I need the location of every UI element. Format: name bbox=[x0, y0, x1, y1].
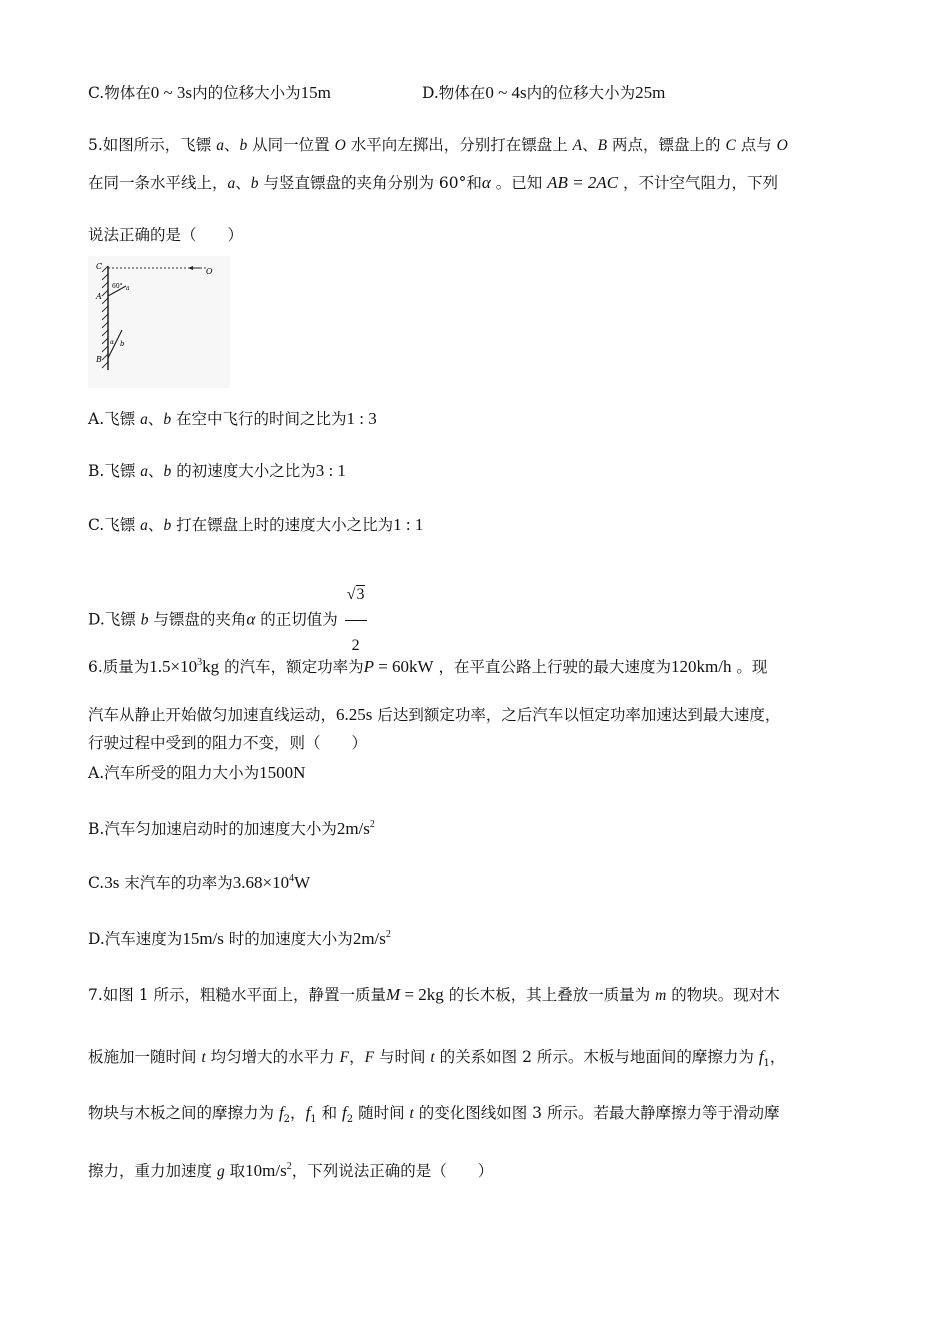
launch-arrowhead bbox=[188, 266, 193, 270]
q7-stem-line2: 板施加一随时间 t 均匀增大的水平力 F，F 与时间 t 的关系如图 2 所示。木板与地面间的摩擦力为 $f_1$， bbox=[88, 1047, 786, 1069]
q6-option-a: A.汽车所受的阻力大小为1500N bbox=[88, 763, 306, 782]
label-c: C bbox=[96, 262, 103, 271]
label-a: A bbox=[96, 292, 102, 301]
q6-option-b: B.汽车匀加速启动时的加速度大小为$2m/s^2$ bbox=[88, 819, 375, 838]
q6-stem-line2: 汽车从静止开始做匀加速直线运动，6.25s 后达到额定功率，之后汽车以恒定功率加速达到最大速度， bbox=[88, 705, 781, 724]
label-b-dart: b bbox=[120, 340, 125, 348]
q4-option-c: C.物体在0 ~ 3s内的位移大小为15m bbox=[88, 83, 331, 102]
label-o: O bbox=[206, 267, 213, 276]
q5-option-a: A.飞镖 a、b 在空中飞行的时间之比为1 : 3 bbox=[88, 409, 377, 428]
label-60: 60° bbox=[112, 283, 123, 290]
fraction-sqrt3-over-2: $\frac{√3}{2}$ bbox=[345, 570, 367, 671]
q7-stem-line1: 7.如图 1 所示，粗糙水平面上，静置一质量M = 2kg 的长木板，其上叠放一质量为 m 的物块。现对木 bbox=[88, 985, 780, 1004]
dartboard-figure bbox=[88, 256, 230, 388]
q6-option-c: C.3s 末汽车的功率为$3.68\times 10^4W$ bbox=[88, 873, 311, 892]
q6-option-d: D.汽车速度为15m/s 时的加速度大小为$2m/s^2$ bbox=[88, 929, 391, 948]
label-b: B bbox=[96, 355, 102, 364]
label-a-dart: a bbox=[126, 285, 130, 292]
q5-option-c: C.飞镖 a、b 打在镖盘上时的速度大小之比为1 : 1 bbox=[88, 515, 424, 534]
q7-stem-line4: 擦力，重力加速度 g 取$10m/s^2$，下列说法正确的是（ ） bbox=[88, 1161, 494, 1180]
q5-option-d: D.飞镖 b 与镖盘的夹角α 的正切值为 $\frac{√3}{2}$ bbox=[88, 570, 367, 671]
q5-stem-line1: 5.如图所示，飞镖 a、b 从同一位置 O 水平向左掷出，分别打在镖盘上 A、B 两点，镖盘上的 C 点与 O bbox=[88, 136, 788, 154]
q7-stem-line3: 物块与木板之间的摩擦力为 $f_2$，$f_1$ 和 $f_2$ 随时间 t 的变化图线如图 3 所示。若最大静摩擦力等于滑动摩 bbox=[88, 1103, 780, 1125]
dartboard-diagram bbox=[88, 256, 230, 388]
q5-option-b: B.飞镖 a、b 的初速度大小之比为3 : 1 bbox=[88, 461, 346, 480]
q5-stem-line3: 说法正确的是（ ） bbox=[88, 226, 244, 244]
q4-option-d: D.物体在0 ~ 4s内的位移大小为25m bbox=[422, 83, 666, 102]
wall-hatching bbox=[102, 266, 108, 368]
label-alpha: α bbox=[110, 339, 115, 346]
q5-stem-line2: 在同一条水平线上，a、b 与竖直镖盘的夹角分别为 60°和α 。已知 AB = 2AC ，不计空气阻力，下列 bbox=[88, 173, 779, 192]
q6-stem-line1: 6.质量为$1.5\times 10^3kg$ 的汽车，额定功率为P = 60kW ，在平直公路上行驶的最大速度为120km/h 。现 bbox=[88, 657, 768, 676]
q6-stem-line3: 行驶过程中受到的阻力不变，则（ ） bbox=[88, 734, 368, 752]
